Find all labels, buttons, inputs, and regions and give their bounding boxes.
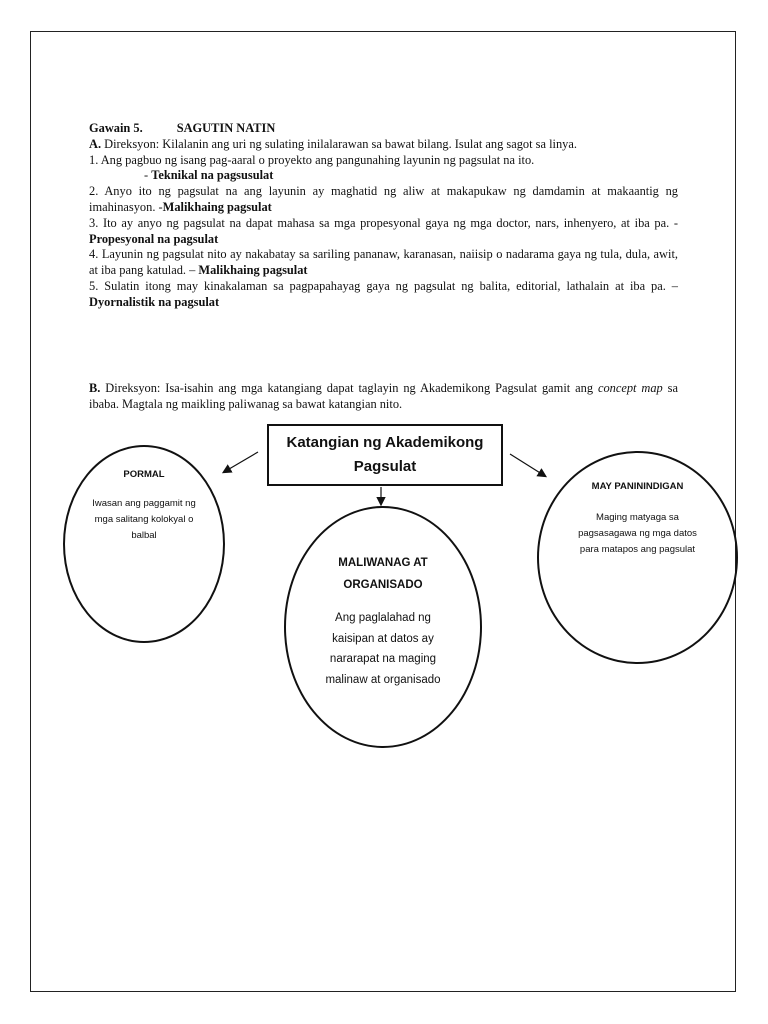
circle-body: Ang paglalahad ng kaisipan at datos ay nararapat na maging malinaw at organisado [325, 612, 441, 686]
item-1-answer: - Teknikal na pagsusulat [144, 168, 274, 183]
circle-body: Maging matyaga sa pagsasagawa ng mga datos para matapos ang pagsulat [578, 512, 697, 555]
item-4: 4. Layunin ng pagsulat nito ay nakabatay sa sariling pananaw, karanasan, naiisip o nadarama gaya ng tula, dula, awit, at iba pang katulad. – Malikhaing pagsulat [89, 247, 678, 278]
gawain-label: Gawain 5. [89, 121, 143, 135]
part-a [89, 121, 678, 311]
item-3: 3. Ito ay anyo ng pagsulat na dapat mahasa sa mga propesyonal gaya ng mga doctor, nars, inhenyero, at iba pa. - Propesyonal na pagsulat [89, 215, 678, 246]
concept-circle-pormal [63, 445, 225, 643]
concept-center-label: Katangian ng Akademikong Pagsulat [286, 434, 484, 475]
concept-center-box [267, 424, 503, 486]
circle-heading: MALIWANAG AT ORGANISADO [338, 557, 428, 591]
gawain-title [89, 121, 678, 137]
item-1: 1. Ang pagbuo ng isang pag-aaral o proyekto ang pangunahing layunin ng pagsulat na ito. [89, 152, 535, 167]
direksyon-b: B. Direksyon: Isa-isahin ang mga katangiang dapat taglayin ng Akademikong Pagsulat gamit ang concept map sa ibaba. Magtala ng maikling paliwanag sa bawat katangian nito. [89, 381, 678, 411]
circle-body: Iwasan ang paggamit ng mga salitang kolokyal o balbal [92, 498, 196, 541]
circle-heading: MAY PANININDIGAN [591, 481, 684, 492]
concept-circle-paninindigan [537, 451, 738, 664]
item-2: 2. Anyo ito ng pagsulat na ang layunin ay maghatid ng aliw at makapukaw ng damdamin at makaantig ng imahinasyon. -Malikhaing pagsulat [89, 184, 678, 214]
concept-circle-maliwanag [284, 506, 482, 748]
gawain-heading: SAGUTIN NATIN [176, 121, 276, 135]
item-5: 5. Sulatin itong may kinakalaman sa pagpapahayag gaya ng pagsulat ng balita, editorial, lathalain at iba pa. – Dyornalistik na pagsulat [89, 278, 678, 309]
circle-heading: PORMAL [123, 469, 165, 480]
direksyon-a: A. Direksyon: Kilalanin ang uri ng sulating inilalarawan sa bawat bilang. Isulat ang sagot sa linya. [89, 136, 577, 151]
